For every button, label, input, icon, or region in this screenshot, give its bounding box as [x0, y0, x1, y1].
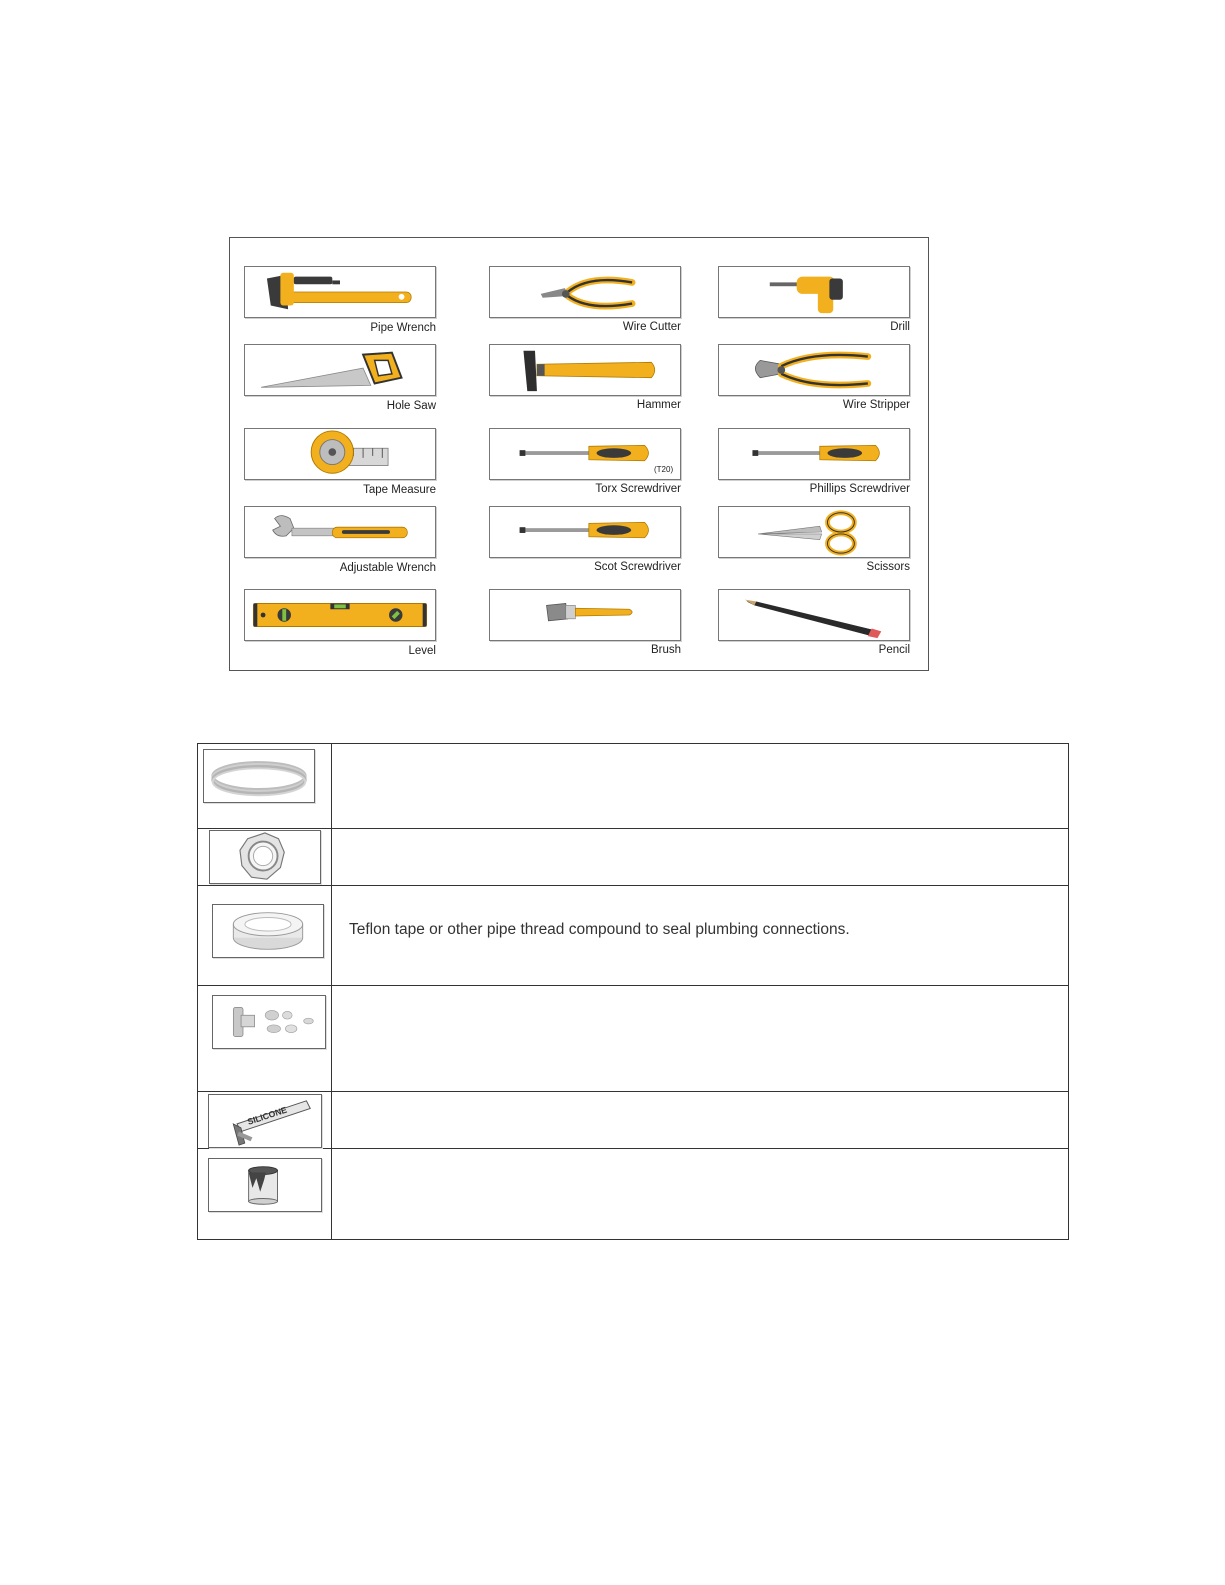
phillips-screwdriver-icon: [719, 429, 909, 479]
silicone-label: SILICONE: [246, 1104, 289, 1127]
hammer-label: Hammer: [636, 399, 681, 411]
teflon-tape-icon: [213, 905, 323, 957]
brush-label: Brush: [650, 644, 681, 656]
adjustable-wrench-label: Adjustable Wrench: [339, 562, 436, 574]
pipe-wrench-label: Pipe Wrench: [370, 322, 436, 334]
pipe-wrench-icon: [245, 267, 435, 317]
pencil-label: Pencil: [878, 644, 910, 656]
row-divider: [198, 828, 1068, 829]
brush-icon: [490, 590, 680, 640]
torx-screwdriver-label: Torx Screwdriver: [595, 483, 681, 495]
scot-screwdriver-label: Scot Screwdriver: [594, 561, 681, 573]
pencil-card: [718, 589, 910, 641]
wire-cutter-icon: [490, 267, 680, 317]
supply-thumb-rings: [203, 749, 315, 803]
scot-screwdriver-card: [489, 506, 681, 558]
tape-measure-label: Tape Measure: [363, 484, 436, 496]
scissors-label: Scissors: [866, 561, 910, 573]
drill-card: [718, 266, 910, 318]
wire-stripper-card: [718, 344, 910, 396]
pipe-wrench-card: [244, 266, 436, 318]
hammer-card: [489, 344, 681, 396]
tools-panel: [229, 237, 929, 671]
pipe-fittings-icon: [213, 996, 325, 1048]
supply-thumb-teflon-tape: [212, 904, 324, 958]
scissors-card: [718, 506, 910, 558]
supply-thumb-lock-nut: [209, 830, 321, 884]
drill-icon: [719, 267, 909, 317]
row-divider: [198, 1091, 1068, 1092]
lock-nut-icon: [210, 831, 320, 883]
supply-thumb-silicone: [208, 1094, 322, 1148]
level-icon: [245, 590, 435, 640]
phillips-screwdriver-card: [718, 428, 910, 480]
wire-cutter-label: Wire Cutter: [622, 321, 681, 333]
drill-label: Drill: [890, 321, 910, 333]
teflon-tape-description: Teflon tape or other pipe thread compound to seal plumbing connections.: [349, 921, 850, 938]
wire-cutter-card: [489, 266, 681, 318]
supply-thumb-paint-can: [208, 1158, 322, 1212]
hole-saw-card: [244, 344, 436, 396]
brush-card: [489, 589, 681, 641]
column-divider: [331, 744, 332, 1239]
torx-size-label: (T20): [654, 465, 674, 474]
wire-stripper-label: Wire Stripper: [842, 399, 910, 411]
tape-measure-icon: [245, 429, 435, 479]
row-divider: [198, 1148, 1068, 1149]
tape-measure-card: [244, 428, 436, 480]
pencil-icon: [719, 590, 909, 640]
row-divider: [198, 885, 1068, 886]
level-card: [244, 589, 436, 641]
torx-screwdriver-icon: [490, 429, 680, 479]
scot-screwdriver-icon: [490, 507, 680, 557]
level-label: Level: [408, 645, 436, 657]
hole-saw-label: Hole Saw: [386, 400, 436, 412]
supplies-table: [197, 743, 1069, 1240]
caulk-gun-icon: [209, 1095, 321, 1147]
paint-can-icon: [209, 1159, 321, 1211]
adjustable-wrench-card: [244, 506, 436, 558]
torx-screwdriver-card: [489, 428, 681, 480]
wire-stripper-icon: [719, 345, 909, 395]
scissors-icon: [719, 507, 909, 557]
supply-thumb-fittings: [212, 995, 326, 1049]
hole-saw-icon: [245, 345, 435, 395]
phillips-screwdriver-label: Phillips Screwdriver: [809, 483, 910, 495]
rubber-rings-icon: [204, 750, 314, 802]
adjustable-wrench-icon: [245, 507, 435, 557]
hammer-icon: [490, 345, 680, 395]
row-divider: [198, 985, 1068, 986]
